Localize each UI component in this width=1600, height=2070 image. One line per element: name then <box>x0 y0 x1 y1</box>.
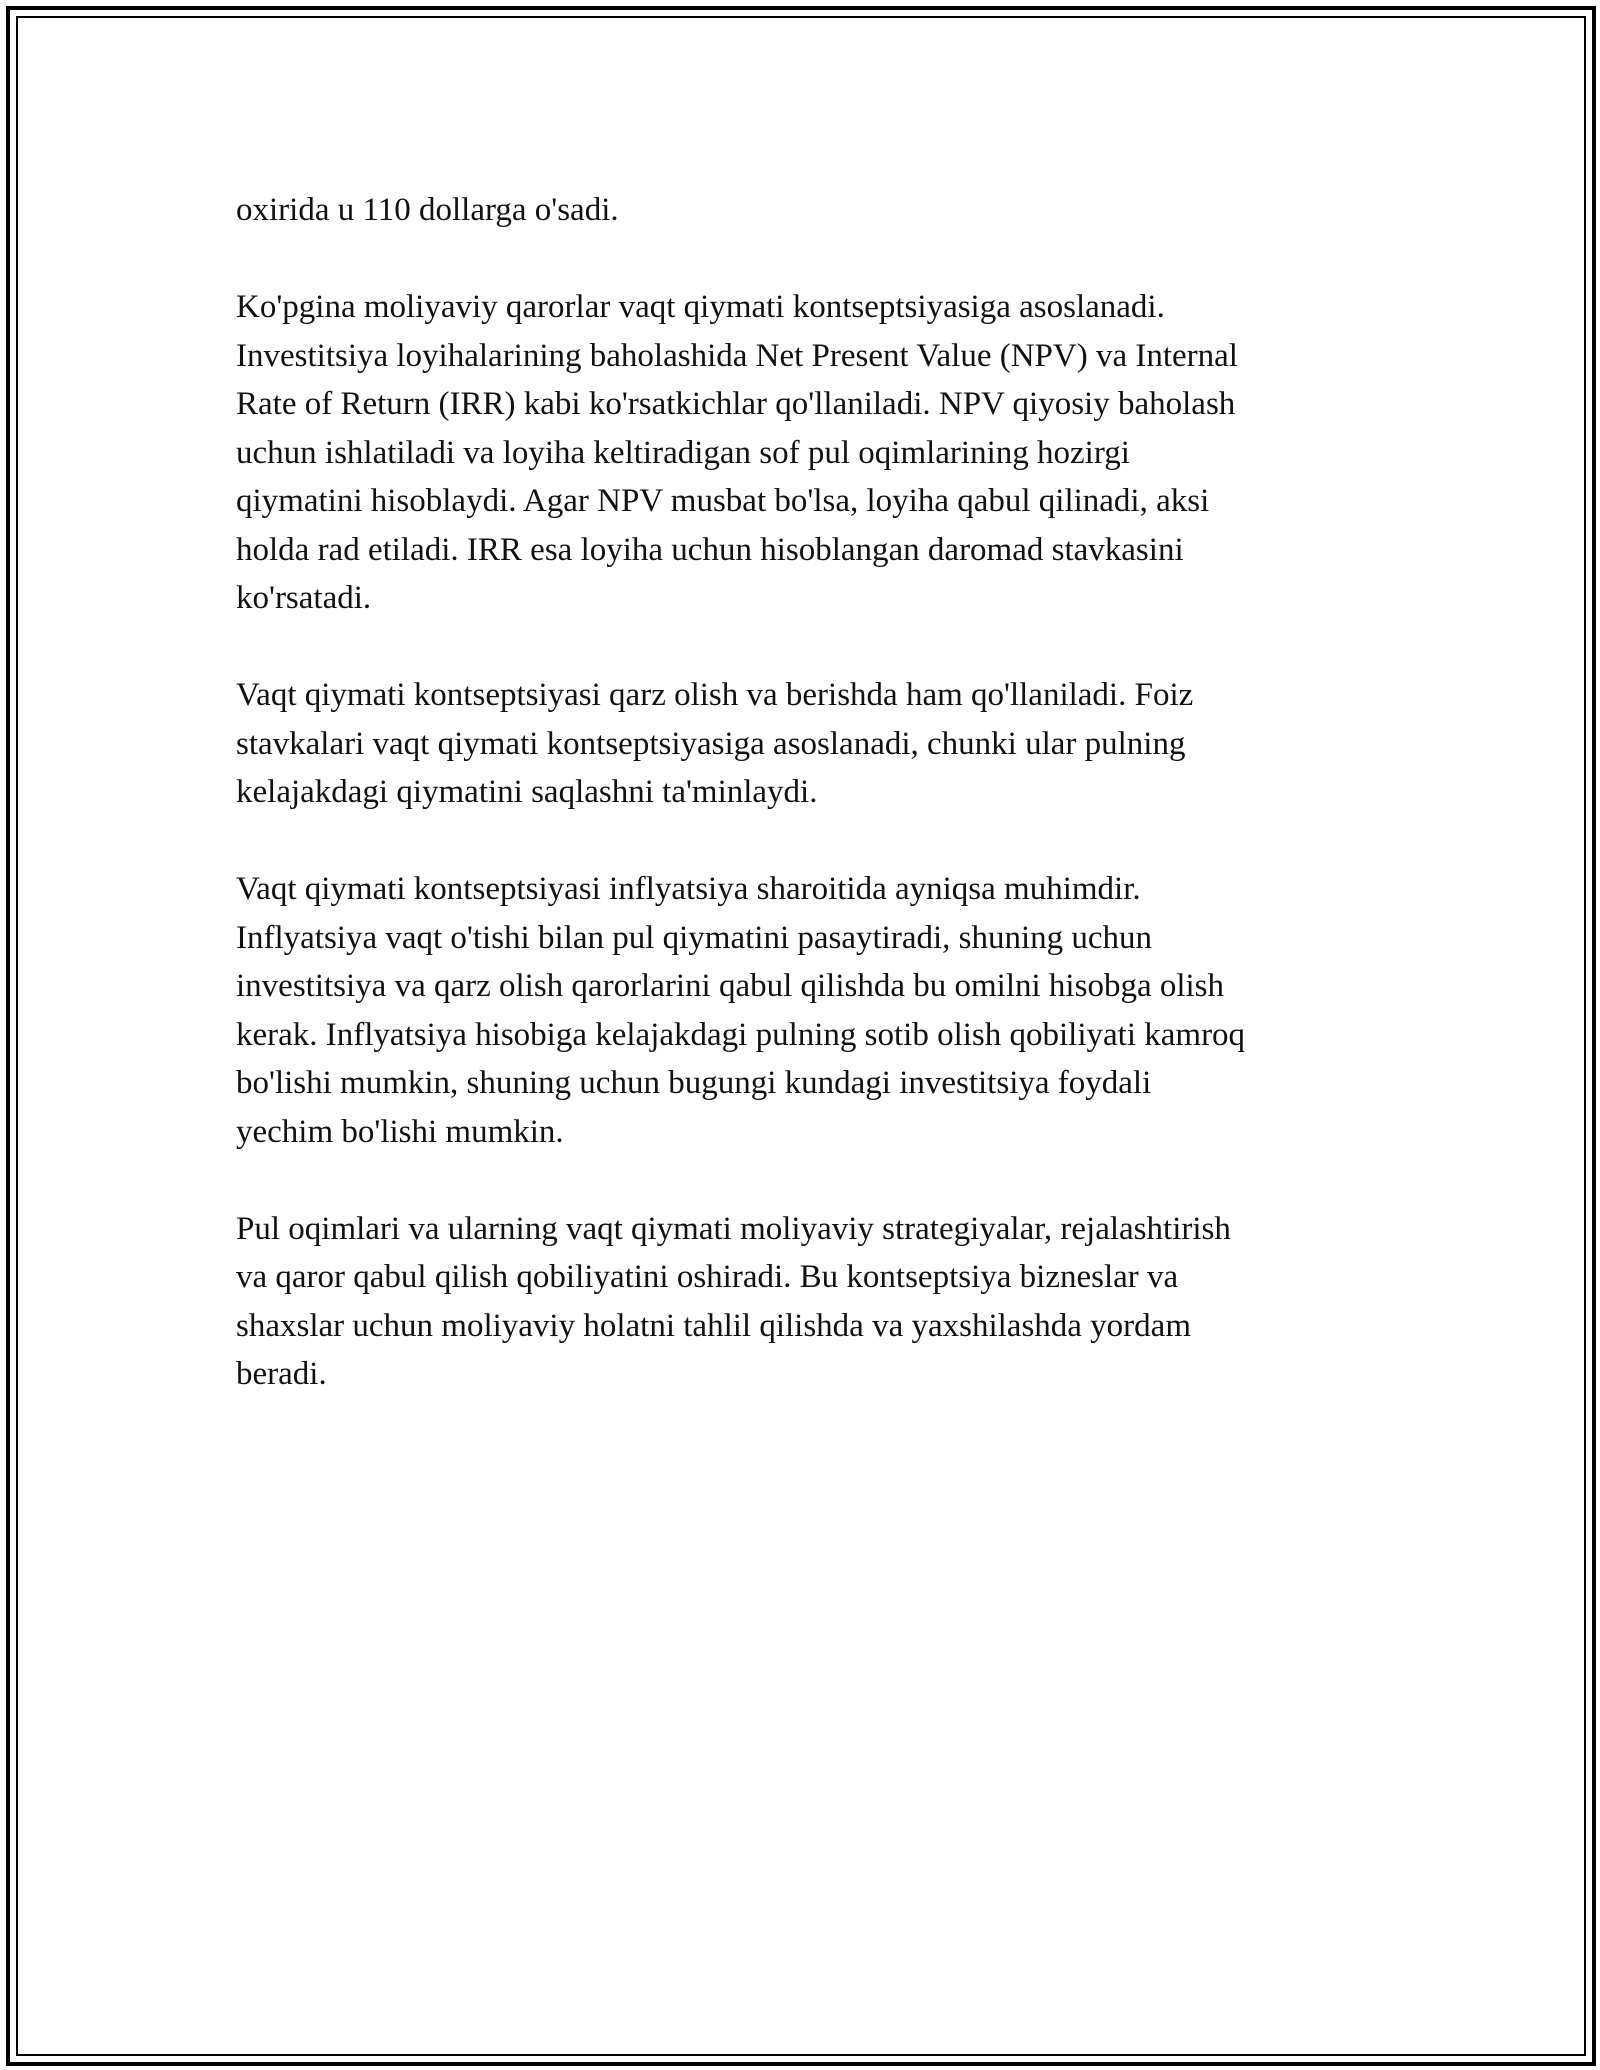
document-body <box>236 186 1366 1447</box>
paragraph-4: Vaqt qiymati kontseptsiyasi inflyatsiya sharoitida ayniqsa muhimdir. Inflyatsiya vaqt o'tishi bilan pul qiymatini pasaytiradi, shuning uchun investitsiya va qarz olish qarorlarini qabul qilishda bu omilni hisobga olish kerak. Inflyatsiya hisobiga kelajakdagi pulning sotib olish qobiliyati kamroq bo'lishi mumkin, shuning uchun bugungi kundagi investitsiya foydali yechim bo'lishi mumkin. <box>236 871 1246 1150</box>
paragraph-5: Pul oqimlari va ularning vaqt qiymati moliyaviy strategiyalar, rejalashtirish va qaror qabul qilish qobiliyatini oshiradi. Bu kontseptsiya bizneslar va shaxslar uchun moliyaviy holatni tahlil qilishda va yaxshilashda yordam beradi. <box>236 1210 1231 1392</box>
paragraph-1: oxirida u 110 dollarga o'sadi. <box>236 192 619 228</box>
paragraph-2: Ko'pgina moliyaviy qarorlar vaqt qiymati kontseptsiyasiga asoslanadi. Investitsiya loyihalarining baholashida Net Present Value (NPV) va Internal Rate of Return (IRR) kabi ko'rsatkichlar qo'llaniladi. NPV qiyosiy baholash uchun ishlatiladi va loyiha keltiradigan sof pul oqimlarining hozirgi qiymatini hisoblaydi. Agar NPV musbat bo'lsa, loyiha qabul qilinadi, aksi holda rad etiladi. IRR esa loyiha uchun hisoblangan daromad stavkasini ko'rsatadi. <box>236 289 1238 616</box>
paragraph-3: Vaqt qiymati kontseptsiyasi qarz olish va berishda ham qo'llaniladi. Foiz stavkalari vaqt qiymati kontseptsiyasiga asoslanadi, chunki ular pulning kelajakdagi qiymatini saqlashni ta'minlaydi. <box>236 677 1194 810</box>
